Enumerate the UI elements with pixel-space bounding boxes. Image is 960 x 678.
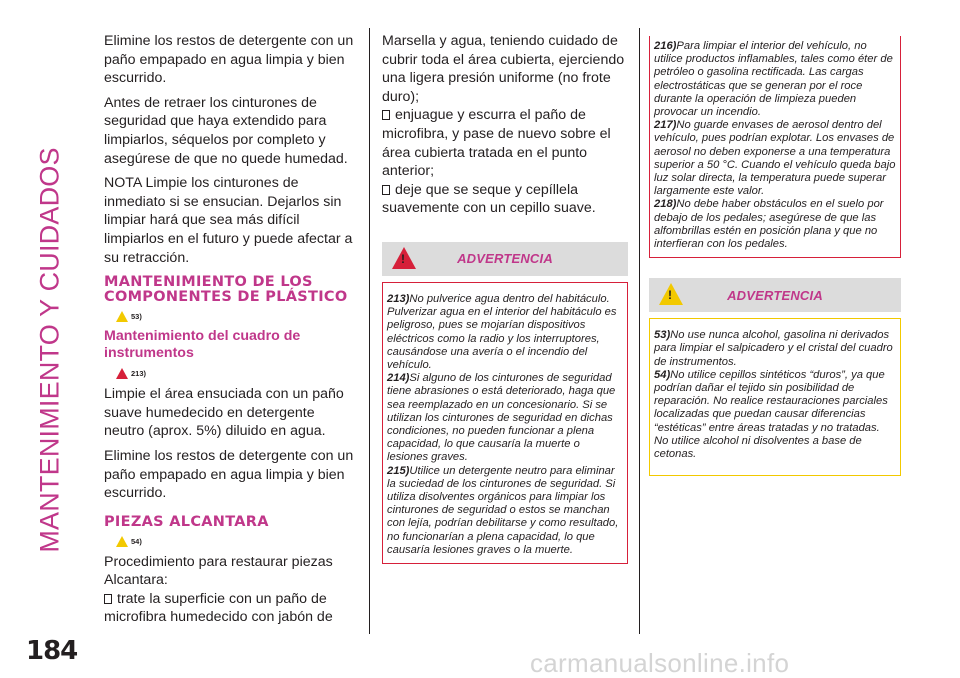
caution-reference	[116, 311, 358, 322]
note-paragraph: NOTA Limpie los cinturones de inmediato si se ensucian. Dejarlos sin limpiar hará que sea más difícil limpiarlos en el futuro y puede afectar a su retracción.	[104, 175, 353, 266]
caution-item: 53)No use nunca alcohol, gasolina ni derivados para limpiar el salpicadero y el cristal del cuadro de instrumentos.	[654, 329, 893, 368]
caution-header	[649, 278, 901, 312]
checkbox-bullet-icon	[104, 594, 112, 604]
warning-box	[382, 282, 628, 564]
paragraph: Marsella y agua, teniendo cuidado de cubrir toda el área cubierta, ejerciendo una ligera presión uniforme (no frote duro);	[382, 33, 625, 105]
checkbox-bullet-icon	[382, 185, 390, 195]
watermark: carmanualsonline.info	[530, 648, 790, 678]
bullet-item: enjuague y escurra el paño de microfibra, y pase de nuevo sobre el área cubierta tratada en el punto anterior;	[382, 107, 611, 180]
warning-block	[382, 242, 628, 564]
caution-box	[649, 318, 901, 476]
warning-box-continued	[649, 36, 901, 258]
caution-block	[649, 278, 901, 476]
caution-triangle-icon	[116, 536, 128, 547]
column-3	[649, 36, 901, 476]
subheading-instrument-panel: Mantenimiento del cuadro de instrumentos	[104, 328, 301, 362]
page-number: 184	[26, 636, 78, 666]
warning-item: 215)Utilice un detergente neutro para eliminar la suciedad de los cinturones de seguridad. Si utiliza disolventes orgánicos para limpiar los cinturones de seguridad o estos se manchan con lejía, podrían debilitarse y como resultado, no funcionarían a plena capacidad, lo que causaría lesiones graves o la muerte.	[387, 464, 619, 556]
reference-number: 53)	[131, 312, 142, 322]
warning-triangle-icon	[116, 368, 128, 379]
bullet-item: trate la superficie con un paño de microfibra humedecido con jabón de	[104, 590, 333, 626]
warning-header	[382, 242, 628, 276]
warning-reference	[116, 368, 358, 379]
paragraph: Elimine los restos de detergente con un paño empapado en agua limpia y bien escurrido.	[104, 33, 354, 87]
paragraph: Procedimiento para restaurar piezas Alcantara:	[104, 553, 333, 589]
warning-item: 214)Si alguno de los cinturones de seguridad tiene abrasiones o está deteriorado, haga que sea reemplazado en un concesionario. Si se utilizan los cinturones de seguridad en dichas condiciones, no pueden funcionar a plena capacidad, lo que causaría la muerte o lesiones graves.	[387, 372, 616, 464]
section-side-title: MANTENIMIENTO Y CUIDADOS	[34, 147, 65, 553]
bullet-item: deje que se seque y cepíllela suavemente con un cepillo suave.	[382, 181, 596, 217]
caution-reference	[116, 536, 358, 547]
warning-item: 213)No pulverice agua dentro del habitáculo. Pulverizar agua en el interior del habitáculo es peligroso, pues se mojarían dispositivos eléctricos como la radio y los interruptores, causándose una avería o el incendio del vehículo.	[387, 292, 617, 371]
section-heading-alcantara: PIEZAS ALCANTARA	[104, 513, 269, 530]
reference-number: 54)	[131, 536, 142, 546]
paragraph: Limpie el área ensuciada con un paño suave humedecido en detergente neutro (aprox. 5%) diluido en agua.	[104, 386, 344, 440]
section-heading-plastic: MANTENIMIENTO DE LOS COMPONENTES DE PLÁSTICO	[104, 274, 348, 306]
paragraph: Elimine los restos de detergente con un paño empapado en agua limpia y bien escurrido.	[104, 447, 354, 502]
warning-title: ADVERTENCIA	[457, 251, 553, 267]
caution-triangle-icon: !	[659, 283, 683, 305]
column-2	[382, 32, 628, 564]
warning-item: 217)No guarde envases de aerosol dentro del vehículo, pues podrían explotar. Los envases de aerosol no deben exponerse a una temperatura superior a 50 °C. Cuando el vehículo queda bajo luz solar directa, la temperatura puede superar largamente este valor.	[654, 119, 896, 198]
caution-title: ADVERTENCIA	[727, 287, 823, 303]
warning-item: 218)No debe haber obstáculos en el suelo por debajo de los pedales; asegúrese de que las alfombrillas estén en posición plana y que no interfieran con los pedales.	[654, 198, 884, 251]
checkbox-bullet-icon	[382, 110, 390, 120]
warning-item: 216)Para limpiar el interior del vehículo, no utilice productos inflamables, tales como éter de petróleo o gasolina rectificada. Las cargas electrostáticas que se generan por el roce durante la operación de limpieza pueden provocar un incendio.	[654, 40, 893, 119]
column-divider	[639, 28, 640, 634]
reference-number: 213)	[131, 369, 147, 379]
paragraph: Antes de retraer los cinturones de seguridad que haya extendido para limpiarlos, séquelos por completo y asegúrese de que no quede humedad.	[104, 94, 348, 167]
caution-triangle-icon	[116, 311, 128, 322]
column-1	[104, 32, 358, 627]
warning-triangle-icon: !	[392, 247, 416, 269]
caution-item: 54)No utilice cepillos sintéticos “duros”, ya que podrían dañar el tejido sin posibilidad de reparación. No realice restauraciones parciales localizadas que puedan causar diferencias “estéticas” entre áreas tratadas y no tratadas. No utilice alcohol ni disolventes a base de cetonas.	[654, 368, 888, 461]
column-divider	[369, 28, 370, 634]
